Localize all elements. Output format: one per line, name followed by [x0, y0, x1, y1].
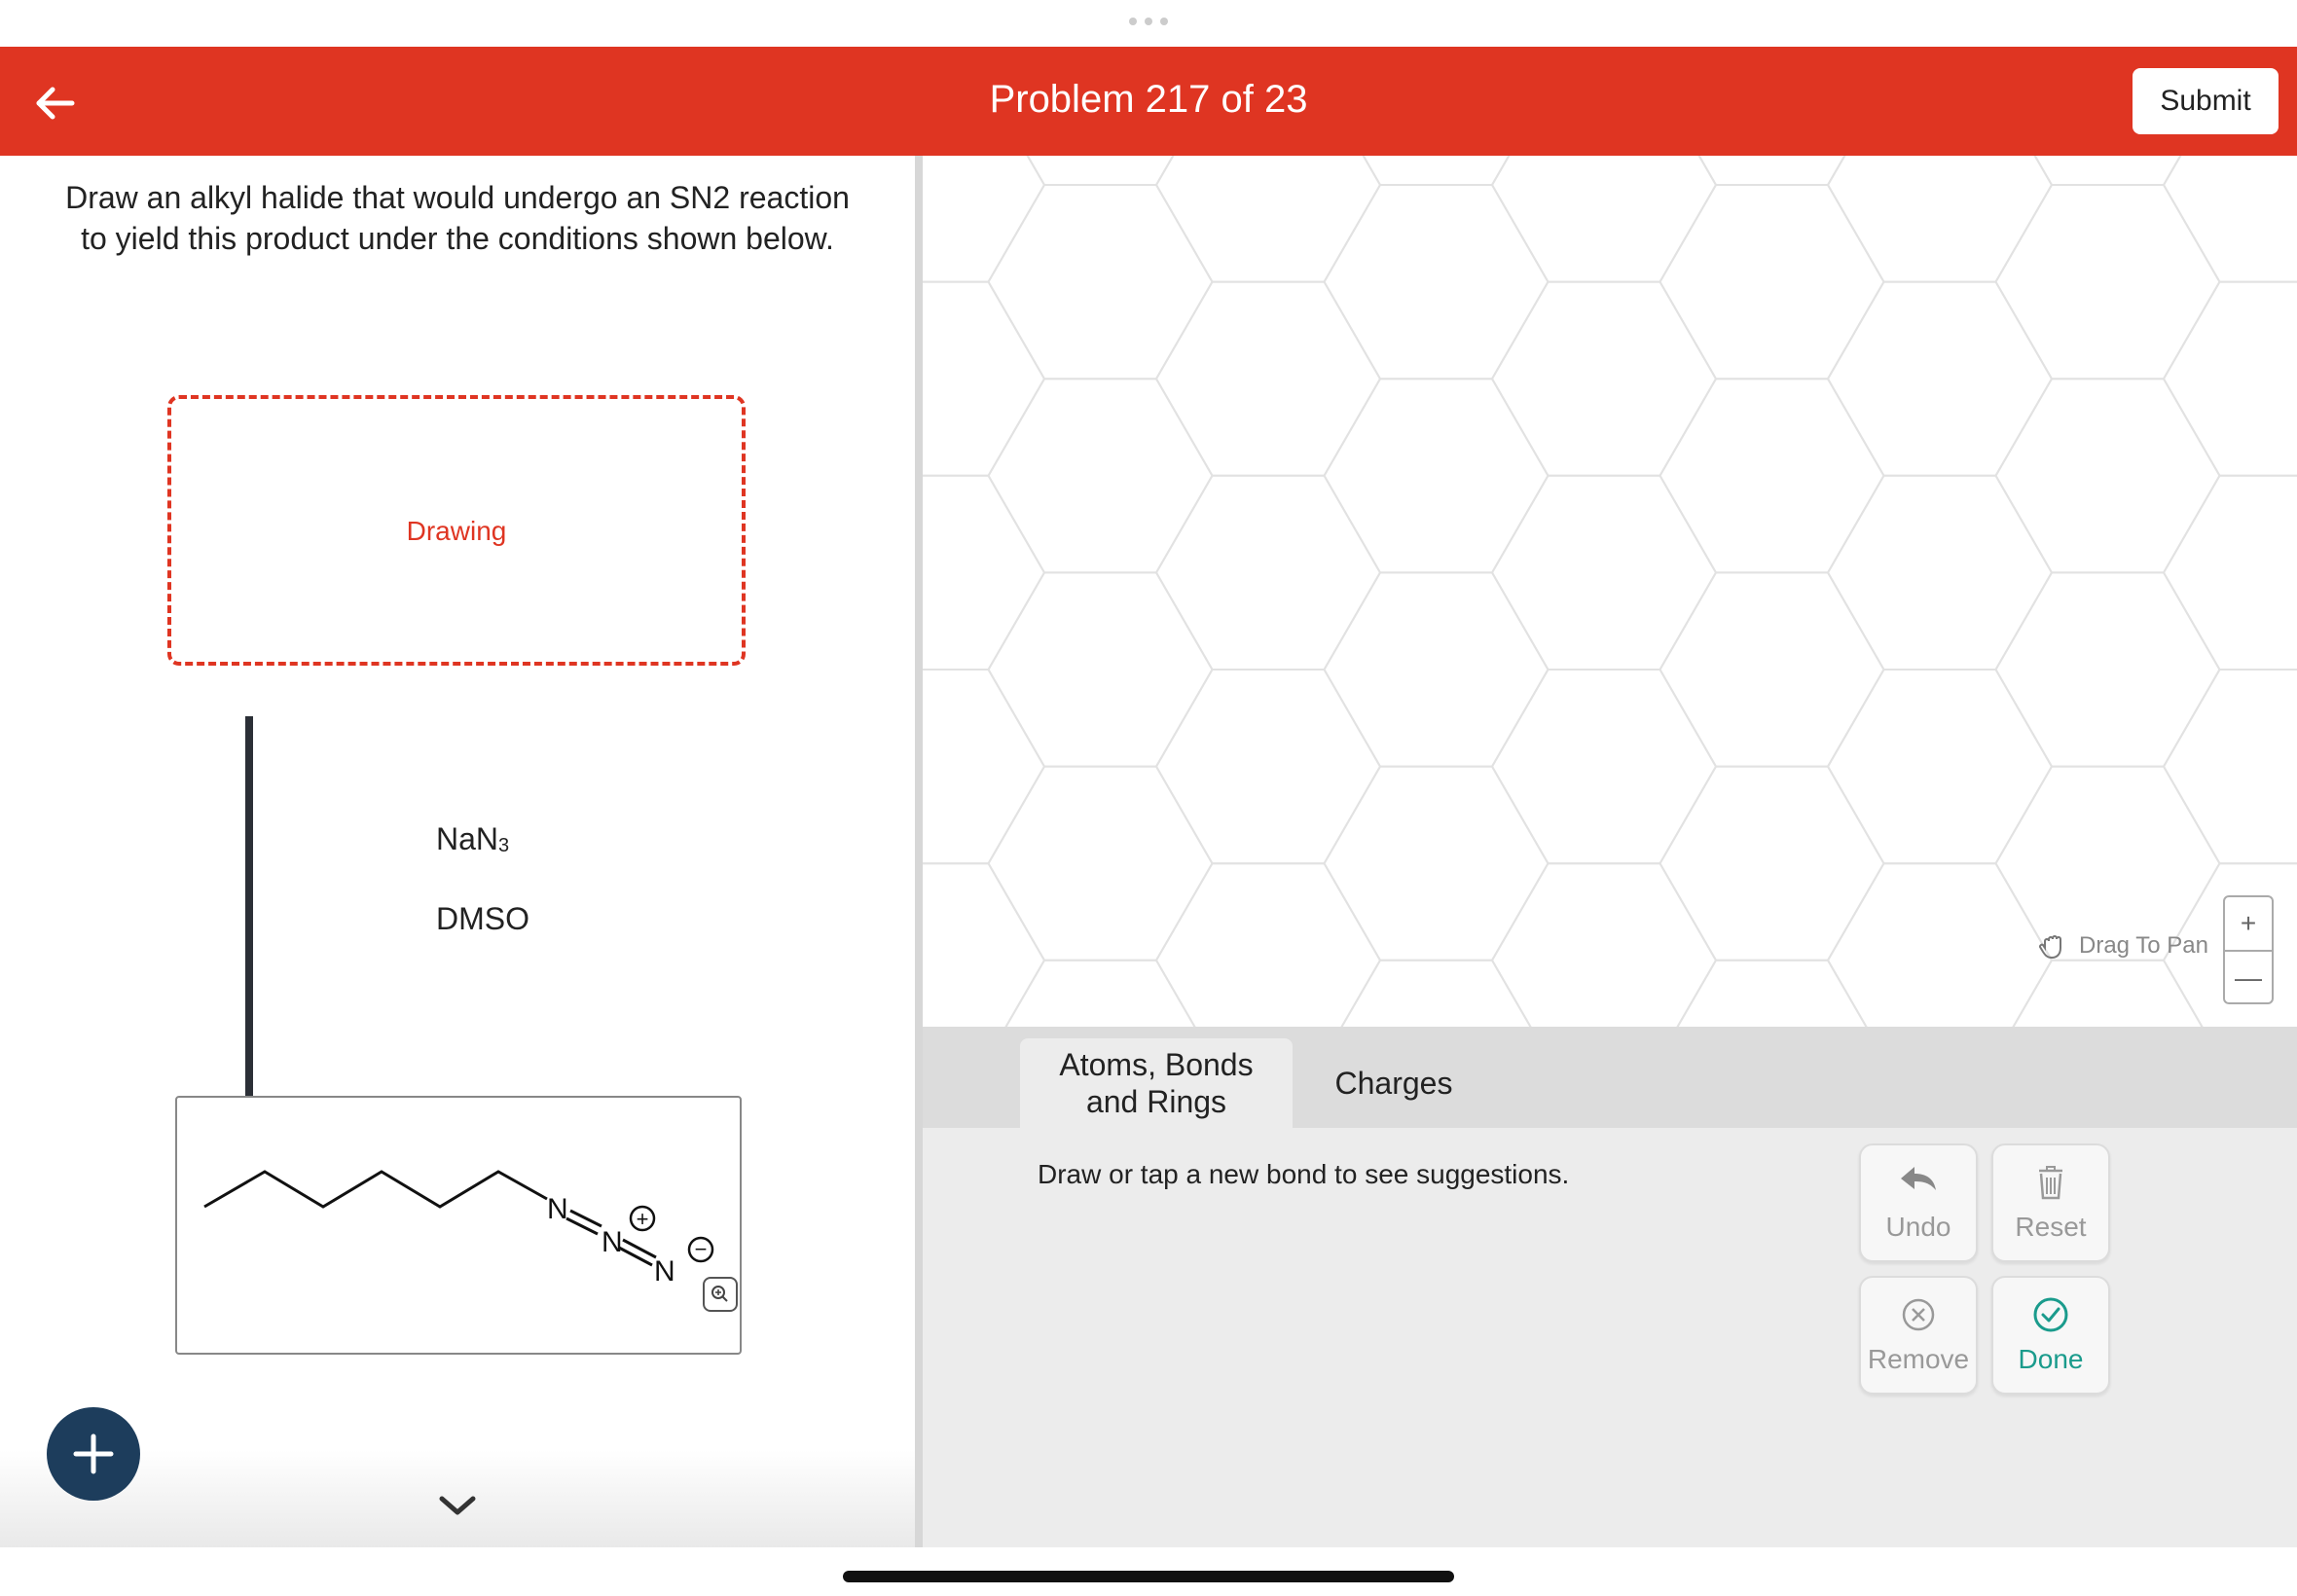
dot: [1160, 18, 1168, 25]
product-molecule: [177, 1098, 744, 1357]
hex-cell: [923, 156, 1044, 282]
hex-cell: [1492, 282, 1716, 476]
hex-cell: [1325, 572, 1549, 766]
close-circle-icon: [1899, 1295, 1938, 1334]
hex-cell: [1660, 185, 1884, 379]
check-circle-icon: [2031, 1295, 2070, 1334]
hex-cell: [989, 185, 1213, 379]
hex-cell: [923, 282, 1044, 476]
reset-label: Reset: [2015, 1212, 2087, 1242]
question-text: [39, 177, 876, 259]
dot: [1145, 18, 1152, 25]
atom-n1: N: [547, 1193, 568, 1225]
hex-cell: [2164, 670, 2297, 863]
hex-cell: [1996, 379, 2220, 572]
charge-minus: −: [694, 1237, 708, 1261]
hex-cell: [2164, 282, 2297, 476]
hex-cell: [1828, 670, 2052, 863]
question-panel: [0, 156, 915, 1547]
problem-title: Problem 217 of 23: [989, 78, 1308, 121]
hex-cell: [1492, 670, 1716, 863]
hex-cell: [989, 156, 1213, 185]
reset-button[interactable]: [1991, 1143, 2110, 1262]
chevron-down-icon[interactable]: [436, 1491, 479, 1520]
tool-tabs: [923, 1027, 2297, 1128]
hex-cell: [1828, 476, 2052, 670]
hex-cell: [1156, 670, 1380, 863]
hex-cell: [1660, 156, 1884, 185]
hex-cell: [2164, 156, 2297, 282]
done-label: Done: [2018, 1344, 2084, 1374]
hex-cell: [1828, 863, 2052, 1027]
hex-cell: [1325, 961, 1549, 1027]
hex-cell: [1325, 379, 1549, 572]
hex-cell: [923, 863, 1044, 1027]
hex-cell: [989, 379, 1213, 572]
hex-cell: [989, 572, 1213, 766]
pan-hint-label: Drag To Pan: [2079, 932, 2208, 959]
hex-cell: [923, 476, 1044, 670]
panel-divider[interactable]: [915, 156, 923, 1547]
done-button[interactable]: [1991, 1276, 2110, 1395]
question-line-2: to yield this product under the conditions shown below.: [81, 221, 834, 256]
add-button[interactable]: [47, 1407, 140, 1501]
multitask-dots[interactable]: [1129, 18, 1172, 27]
hex-cell: [1156, 156, 1380, 282]
drawing-label: Drawing: [406, 516, 507, 546]
remove-button[interactable]: [1859, 1276, 1978, 1395]
submit-button[interactable]: Submit: [2133, 68, 2279, 134]
zoom-in-button[interactable]: +: [2225, 897, 2272, 952]
tab-label-line-2: and Rings: [1085, 1084, 1227, 1119]
hex-cell: [1996, 961, 2220, 1027]
zoom-out-button[interactable]: —: [2235, 962, 2262, 993]
home-indicator[interactable]: [843, 1571, 1454, 1582]
magnify-icon: [705, 1279, 736, 1310]
trash-icon: [2031, 1163, 2070, 1202]
drawing-canvas[interactable]: [923, 156, 2297, 1027]
hex-cell: [1492, 863, 1716, 1027]
product-structure: [175, 1096, 742, 1355]
undo-button[interactable]: [1859, 1143, 1978, 1262]
product-zoom-button[interactable]: [703, 1277, 738, 1312]
hex-cell: [1156, 282, 1380, 476]
hex-cell: [1325, 156, 1549, 185]
hex-cell: [1660, 572, 1884, 766]
hex-cell: [1325, 185, 1549, 379]
reagent-nan3: NaN$_3$: [436, 821, 510, 856]
hex-cell: [1828, 156, 2052, 282]
hex-grid: [923, 156, 2297, 1027]
hex-cell: [1996, 156, 2220, 185]
undo-label: Undo: [1885, 1212, 1951, 1242]
hex-cell: [2164, 476, 2297, 670]
hex-cell: [1996, 185, 2220, 379]
hex-cell: [1660, 767, 1884, 961]
hex-cell: [1660, 961, 1884, 1027]
hex-cell: [1828, 282, 2052, 476]
suggestion-hint: Draw or tap a new bond to see suggestions.: [1038, 1159, 1570, 1189]
hex-cell: [923, 670, 1044, 863]
hex-cell: [1660, 379, 1884, 572]
atom-n3: N: [654, 1255, 675, 1288]
undo-icon: [1897, 1163, 1940, 1198]
header-bar: [0, 47, 2297, 156]
tab-label-line-1: Atoms, Bonds: [1059, 1047, 1254, 1082]
canvas-zoom-control: [2223, 895, 2274, 1004]
hex-cell: [989, 767, 1213, 961]
hex-cell: [1492, 476, 1716, 670]
drawing-answer-box[interactable]: [167, 395, 746, 666]
tool-panel: [923, 1128, 2297, 1547]
tab-charges[interactable]: Charges: [1334, 1066, 1453, 1101]
plus-icon: [47, 1407, 140, 1501]
hex-cell: [1996, 572, 2220, 766]
atom-n2: N: [602, 1226, 623, 1258]
hex-cell: [1492, 156, 1716, 282]
hand-icon: [2036, 928, 2071, 963]
charge-plus: +: [636, 1207, 649, 1231]
hex-cell: [1156, 863, 1380, 1027]
hex-cell: [989, 961, 1213, 1027]
tab-atoms-bonds-rings[interactable]: [1020, 1038, 1293, 1128]
hex-cell: [1325, 767, 1549, 961]
drag-to-pan-hint: [2036, 928, 2208, 963]
hex-cell: [1156, 476, 1380, 670]
remove-label: Remove: [1867, 1344, 1970, 1374]
reagent-dmso: DMSO: [436, 901, 529, 936]
question-line-1: Draw an alkyl halide that would undergo an SN2 reaction: [65, 180, 850, 215]
dot: [1129, 18, 1137, 25]
